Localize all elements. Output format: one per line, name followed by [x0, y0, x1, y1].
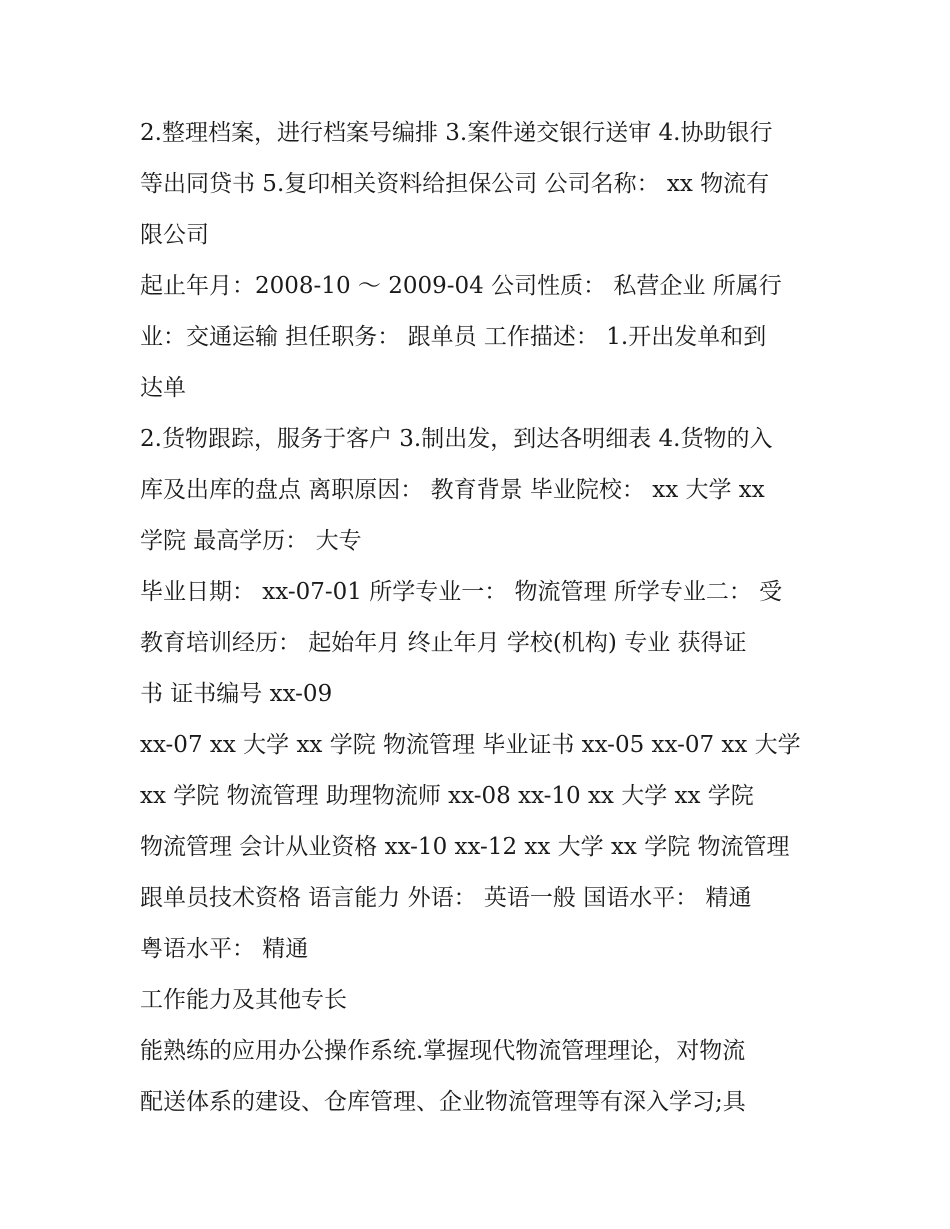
text-line: 限公司 — [140, 222, 209, 248]
text-line: 物流管理 会计从业资格 xx-10 xx-12 xx 大学 xx 学院 物流管理 — [140, 834, 790, 860]
text-line: 库及出库的盘点 离职原因： 教育背景 毕业院校： xx 大学 xx — [140, 477, 765, 503]
text-line: 粤语水平： 精通 — [140, 936, 309, 962]
text-line: 起止年月：2008-10 ～ 2009-04 公司性质： 私营企业 所属行 — [140, 273, 782, 299]
text-line: 配送体系的建设、仓库管理、企业物流管理等有深入学习;具 — [140, 1089, 746, 1115]
section-heading: 工作能力及其他专长 — [140, 987, 347, 1013]
text-line: 能熟练的应用办公操作系统.掌握现代物流管理理论，对物流 — [140, 1038, 746, 1064]
text-line: xx 学院 物流管理 助理物流师 xx-08 xx-10 xx 大学 xx 学院 — [140, 783, 754, 809]
text-line: 业：交通运输 担任职务： 跟单员 工作描述： 1.开出发单和到 — [140, 324, 767, 350]
text-line: 学院 最高学历： 大专 — [140, 528, 362, 554]
text-line: 书 证书编号 xx-09 — [140, 681, 333, 707]
text-line: 跟单员技术资格 语言能力 外语： 英语一般 国语水平： 精通 — [140, 885, 752, 911]
text-line: 教育培训经历： 起始年月 终止年月 学校(机构) 专业 获得证 — [140, 630, 747, 656]
text-line: 等出同贷书 5.复印相关资料给担保公司 公司名称： xx 物流有 — [140, 171, 770, 197]
document-body — [140, 108, 820, 1128]
text-line: 2.货物跟踪，服务于客户 3.制出发，到达各明细表 4.货物的入 — [140, 426, 773, 452]
text-line: 毕业日期： xx-07-01 所学专业一： 物流管理 所学专业二： 受 — [140, 579, 783, 605]
text-line: 2.整理档案，进行档案号编排 3.案件递交银行送审 4.协助银行 — [140, 120, 773, 146]
text-line: xx-07 xx 大学 xx 学院 物流管理 毕业证书 xx-05 xx-07 xx 大学 — [140, 732, 801, 758]
text-line: 达单 — [140, 375, 186, 401]
